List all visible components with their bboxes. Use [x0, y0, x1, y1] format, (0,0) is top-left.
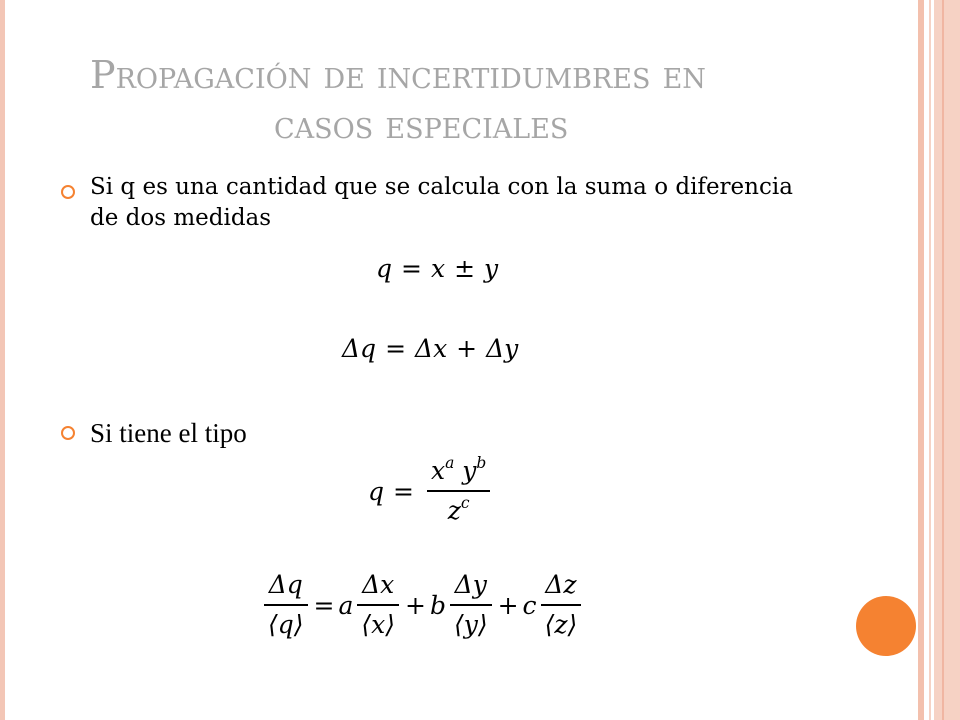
slide-title-line-1: Propagación de incertidumbres en: [90, 53, 706, 97]
bullet-1-text: Si q es una cantidad que se calcula con la suma o diferencia de dos medidas: [90, 174, 793, 231]
eq4-lhs-num: Δq: [268, 570, 303, 599]
equation-relative-uncertainty: [260, 566, 585, 644]
slide-title-line-2: casos especiales: [274, 103, 569, 147]
eq3-den-z: z: [447, 496, 461, 525]
eq2-operator: +: [456, 334, 478, 363]
eq4-coef-c: c: [522, 590, 537, 620]
equation-power-form: [368, 452, 494, 530]
eq3-num-b: b: [476, 454, 487, 473]
bullet-marker: [61, 426, 75, 440]
bullet-marker: [61, 185, 75, 199]
eq1-term-1: x: [430, 254, 446, 283]
eq1-equals: =: [401, 254, 422, 283]
right-decor-stripe: [918, 0, 924, 720]
eq4-f2-den: ⟨y⟩: [453, 610, 488, 639]
equation-uncertainty-sum: [342, 334, 518, 363]
eq4-plus-1: +: [404, 590, 426, 620]
eq4-f3-num: Δz: [545, 570, 577, 599]
eq2-equals: =: [385, 334, 407, 363]
eq3-numerator: [427, 452, 490, 490]
eq4-equals: =: [313, 590, 335, 620]
right-decor-stripe: [929, 0, 931, 720]
eq3-equals: =: [393, 476, 414, 506]
eq4-lhs-fraction: [264, 566, 308, 644]
left-edge-stripe: [0, 0, 5, 720]
eq4-f2-num: Δy: [454, 570, 487, 599]
eq1-operator: ±: [454, 254, 476, 283]
eq4-coef-a: a: [338, 590, 354, 620]
eq3-num-x: x: [430, 456, 446, 485]
decor-circle: [856, 596, 916, 656]
eq3-fraction: [427, 452, 490, 530]
eq3-num-a: a: [445, 454, 455, 473]
eq3-num-y: y: [462, 456, 477, 485]
eq3-denominator: [444, 492, 474, 530]
eq4-f3-den: ⟨z⟩: [544, 610, 578, 639]
equation-sum: [376, 254, 498, 283]
eq4-plus-2: +: [497, 590, 519, 620]
eq3-lhs: q: [368, 476, 385, 506]
eq4-fraction-x: [357, 566, 399, 644]
right-decor-stripe: [934, 0, 960, 720]
eq4-lhs-den: ⟨q⟩: [268, 610, 304, 639]
eq4-f1-num: Δx: [362, 570, 395, 599]
slide-title: [90, 50, 870, 150]
eq2-term-1: Δx: [415, 334, 448, 363]
eq1-lhs: q: [376, 254, 393, 283]
eq4-fraction-y: [450, 566, 492, 644]
eq2-lhs: Δq: [342, 334, 377, 363]
bullet-2-text: Si tiene el tipo: [90, 418, 247, 448]
eq2-term-2: Δy: [486, 334, 519, 363]
eq4-fraction-z: [541, 566, 582, 644]
right-decor-stripe: [942, 0, 944, 720]
eq4-coef-b: b: [429, 590, 446, 620]
eq3-den-c: c: [460, 494, 470, 513]
eq4-f1-den: ⟨x⟩: [361, 610, 395, 639]
eq1-term-2: y: [484, 254, 499, 283]
